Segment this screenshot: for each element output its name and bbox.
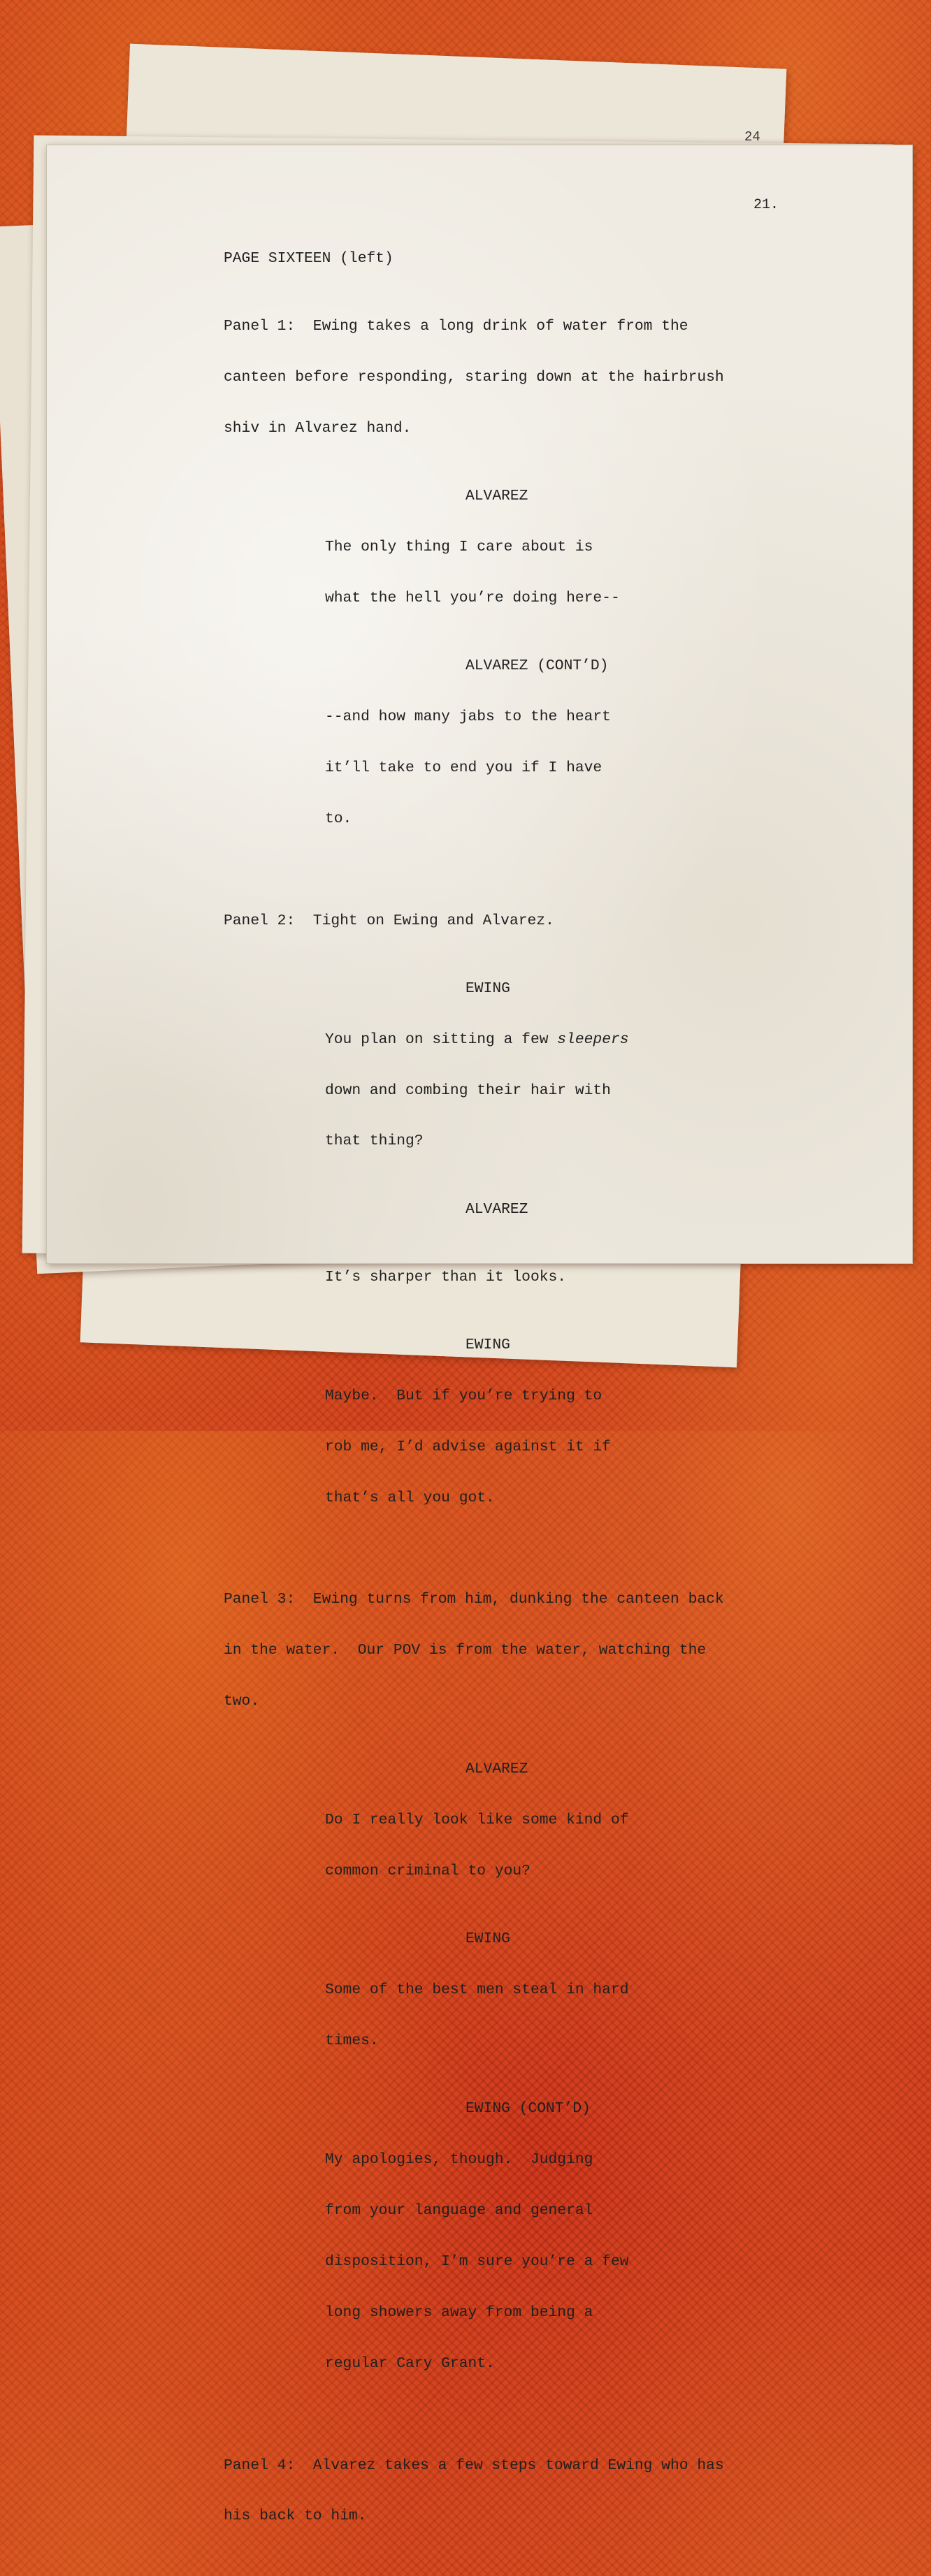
dialogue xyxy=(224,674,783,861)
dialogue-line: rob me, I’d advise against it if xyxy=(325,1438,611,1455)
dialogue xyxy=(224,1778,783,1914)
dialogue xyxy=(224,1235,783,1319)
dialogue-line: You plan on sitting a few sleepers xyxy=(325,1031,629,1048)
dialogue-line: from your language and general xyxy=(325,2202,593,2220)
action-panel-1 xyxy=(224,284,783,471)
dialogue-line: Do I really look like some kind of xyxy=(325,1812,629,1829)
action-line: shiv in Alvarez hand. xyxy=(224,419,412,437)
action-panel-4 xyxy=(224,2423,783,2559)
dialogue-line: common criminal to you? xyxy=(325,1863,531,1880)
dialogue-line: long showers away from being a xyxy=(325,2304,593,2321)
dialogue xyxy=(224,1353,783,1540)
dialogue-line: what the hell you’re doing here-- xyxy=(325,589,620,606)
dialogue-line: it’ll take to end you if I have xyxy=(325,759,602,776)
character-cue: EWING xyxy=(466,1930,510,1948)
character-cue: EWING xyxy=(466,1337,510,1353)
action-line: canteen before responding, staring down at the hairbrush xyxy=(224,369,724,386)
dialogue-line: regular Cary Grant. xyxy=(325,2355,495,2372)
dialogue-line: Some of the best men steal in hard xyxy=(325,1981,629,1999)
character-cue: EWING xyxy=(466,980,510,997)
italic-word: sleepers xyxy=(557,1031,629,1048)
action-line: Panel 1: Ewing takes a long drink of water from the xyxy=(224,318,688,335)
dialogue-line: to. xyxy=(325,810,352,827)
page-heading: PAGE SIXTEEN (left) xyxy=(224,250,394,267)
dialogue-line: disposition, I’m sure you’re a few xyxy=(325,2253,629,2271)
character-cue: EWING (CONT’D) xyxy=(466,2100,591,2118)
screenplay-text xyxy=(224,250,783,2576)
dialogue-line: The only thing I care about is xyxy=(325,539,593,556)
dialogue xyxy=(224,504,783,640)
back-page-number: 24 xyxy=(744,129,760,145)
dialogue-line: My apologies, though. Judging xyxy=(325,2151,593,2169)
dialogue xyxy=(224,1948,783,2083)
page-number: 21. xyxy=(753,197,779,213)
character-cue: ALVAREZ xyxy=(466,488,528,505)
action-line: Panel 4: Alvarez takes a few steps toward Ewing who has xyxy=(224,2457,724,2474)
dialogue-line: times. xyxy=(325,2032,379,2050)
dialogue-line: that’s all you got. xyxy=(325,1489,495,1506)
action-panel-3 xyxy=(224,1557,783,1744)
dialogue-line: It’s sharper than it looks. xyxy=(325,1268,567,1286)
action-line: Panel 3: Ewing turns from him, dunking the canteen back xyxy=(224,1591,724,1608)
dialogue xyxy=(224,997,783,1184)
dialogue-line: that thing? xyxy=(325,1133,424,1150)
action-line: his back to him. xyxy=(224,2508,367,2525)
character-cue: ALVAREZ (CONT’D) xyxy=(466,657,609,675)
dialogue-line: Maybe. But if you’re trying to xyxy=(325,1387,602,1404)
character-cue: ALVAREZ xyxy=(466,1761,528,1778)
action-line: two. xyxy=(224,1693,260,1710)
character-cue: ALVAREZ xyxy=(466,1200,528,1218)
action-line: in the water. Our POV is from the water, watching the xyxy=(224,1642,707,1659)
dialogue xyxy=(224,2118,783,2406)
action-line: Panel 2: Tight on Ewing and Alvarez. xyxy=(224,912,554,929)
action-panel-2 xyxy=(224,878,783,963)
dialogue-line: down and combing their hair with xyxy=(325,1082,611,1099)
dialogue-line: --and how many jabs to the heart xyxy=(325,708,611,726)
